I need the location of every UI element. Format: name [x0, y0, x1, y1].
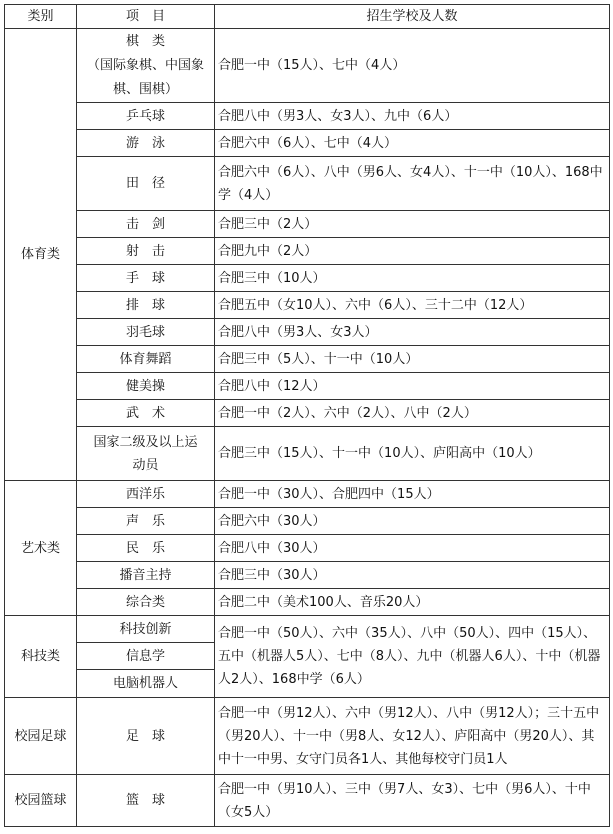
item-cell: 体育舞蹈: [77, 346, 215, 373]
item-cell: 棋 类 （国际象棋、中国象棋、围棋）: [77, 29, 215, 103]
item-cell: 国家二级及以上运动员: [77, 427, 215, 481]
header-row: [5, 5, 610, 29]
table-row: [5, 346, 610, 373]
table-row: [5, 319, 610, 346]
category-cell: 艺术类: [5, 481, 77, 616]
table-row: [5, 481, 610, 508]
table-row: [5, 535, 610, 562]
schools-cell: 合肥八中（男3人、女3人）、九中（6人）: [215, 103, 610, 130]
table-row: [5, 238, 610, 265]
schools-cell: 合肥一中（50人）、六中（35人）、八中（50人）、四中（15人）、五中（机器人5人）、七中（8人）、九中（机器人6人）、十中（机器人2人）、168中学（6人）: [215, 616, 610, 698]
item-cell: 击 剑: [77, 211, 215, 238]
admission-table-container: [4, 4, 610, 827]
item-cell: 科技创新: [77, 616, 215, 643]
item-cell: 民 乐: [77, 535, 215, 562]
table-row: [5, 157, 610, 211]
item-cell: 田 径: [77, 157, 215, 211]
schools-cell: 合肥一中（2人）、六中（2人）、八中（2人）: [215, 400, 610, 427]
item-cell: 游 泳: [77, 130, 215, 157]
schools-cell: 合肥八中（男3人、女3人）: [215, 319, 610, 346]
table-row: [5, 373, 610, 400]
table-row: [5, 130, 610, 157]
admission-table: [4, 4, 610, 827]
item-cell: 声 乐: [77, 508, 215, 535]
item-cell: 乒乓球: [77, 103, 215, 130]
category-cell: 校园足球: [5, 698, 77, 775]
item-cell: 篮 球: [77, 775, 215, 827]
header-item: 项 目: [77, 5, 215, 29]
table-row: [5, 775, 610, 827]
schools-cell: 合肥二中（美术100人、音乐20人）: [215, 589, 610, 616]
item-cell: 羽毛球: [77, 319, 215, 346]
category-cell: 科技类: [5, 616, 77, 698]
table-row: [5, 292, 610, 319]
table-row: [5, 211, 610, 238]
schools-cell: 合肥一中（男12人）、六中（男12人）、八中（男12人）；三十五中（男20人）、十一中（男8人、女12人）、庐阳高中（男20人）、其中十一中男、女守门员各1人、其他每校守门员1人: [215, 698, 610, 775]
schools-cell: 合肥一中（15人）、七中（4人）: [215, 29, 610, 103]
schools-cell: 合肥一中（男10人）、三中（男7人、女3）、七中（男6人）、十中（女5人）: [215, 775, 610, 827]
table-row: [5, 508, 610, 535]
item-cell: 西洋乐: [77, 481, 215, 508]
schools-cell: 合肥三中（10人）: [215, 265, 610, 292]
schools-cell: 合肥八中（12人）: [215, 373, 610, 400]
table-row: [5, 562, 610, 589]
table-row: [5, 427, 610, 481]
table-row: [5, 265, 610, 292]
header-schools: 招生学校及人数: [215, 5, 610, 29]
item-cell: 手 球: [77, 265, 215, 292]
schools-cell: 合肥三中（2人）: [215, 211, 610, 238]
schools-cell: 合肥八中（30人）: [215, 535, 610, 562]
category-cell: 校园篮球: [5, 775, 77, 827]
item-cell: 信息学: [77, 643, 215, 670]
item-cell: 健美操: [77, 373, 215, 400]
item-cell: 综合类: [77, 589, 215, 616]
category-cell: 体育类: [5, 29, 77, 481]
table-row: [5, 103, 610, 130]
item-cell: 武 术: [77, 400, 215, 427]
schools-cell: 合肥六中（6人）、八中（男6人、女4人）、十一中（10人）、168中学（4人）: [215, 157, 610, 211]
schools-cell: 合肥三中（15人）、十一中（10人）、庐阳高中（10人）: [215, 427, 610, 481]
schools-cell: 合肥五中（女10人）、六中（6人）、三十二中（12人）: [215, 292, 610, 319]
table-row: [5, 698, 610, 775]
table-row: [5, 400, 610, 427]
schools-cell: 合肥三中（30人）: [215, 562, 610, 589]
item-cell: 播音主持: [77, 562, 215, 589]
schools-cell: 合肥九中（2人）: [215, 238, 610, 265]
schools-cell: 合肥三中（5人）、十一中（10人）: [215, 346, 610, 373]
table-row: [5, 29, 610, 103]
item-cell: 电脑机器人: [77, 670, 215, 698]
item-cell: 射 击: [77, 238, 215, 265]
schools-cell: 合肥六中（30人）: [215, 508, 610, 535]
schools-cell: 合肥一中（30人）、合肥四中（15人）: [215, 481, 610, 508]
item-cell: 足 球: [77, 698, 215, 775]
item-cell: 排 球: [77, 292, 215, 319]
table-row: [5, 589, 610, 616]
header-category: 类别: [5, 5, 77, 29]
table-row: [5, 616, 610, 643]
schools-cell: 合肥六中（6人）、七中（4人）: [215, 130, 610, 157]
